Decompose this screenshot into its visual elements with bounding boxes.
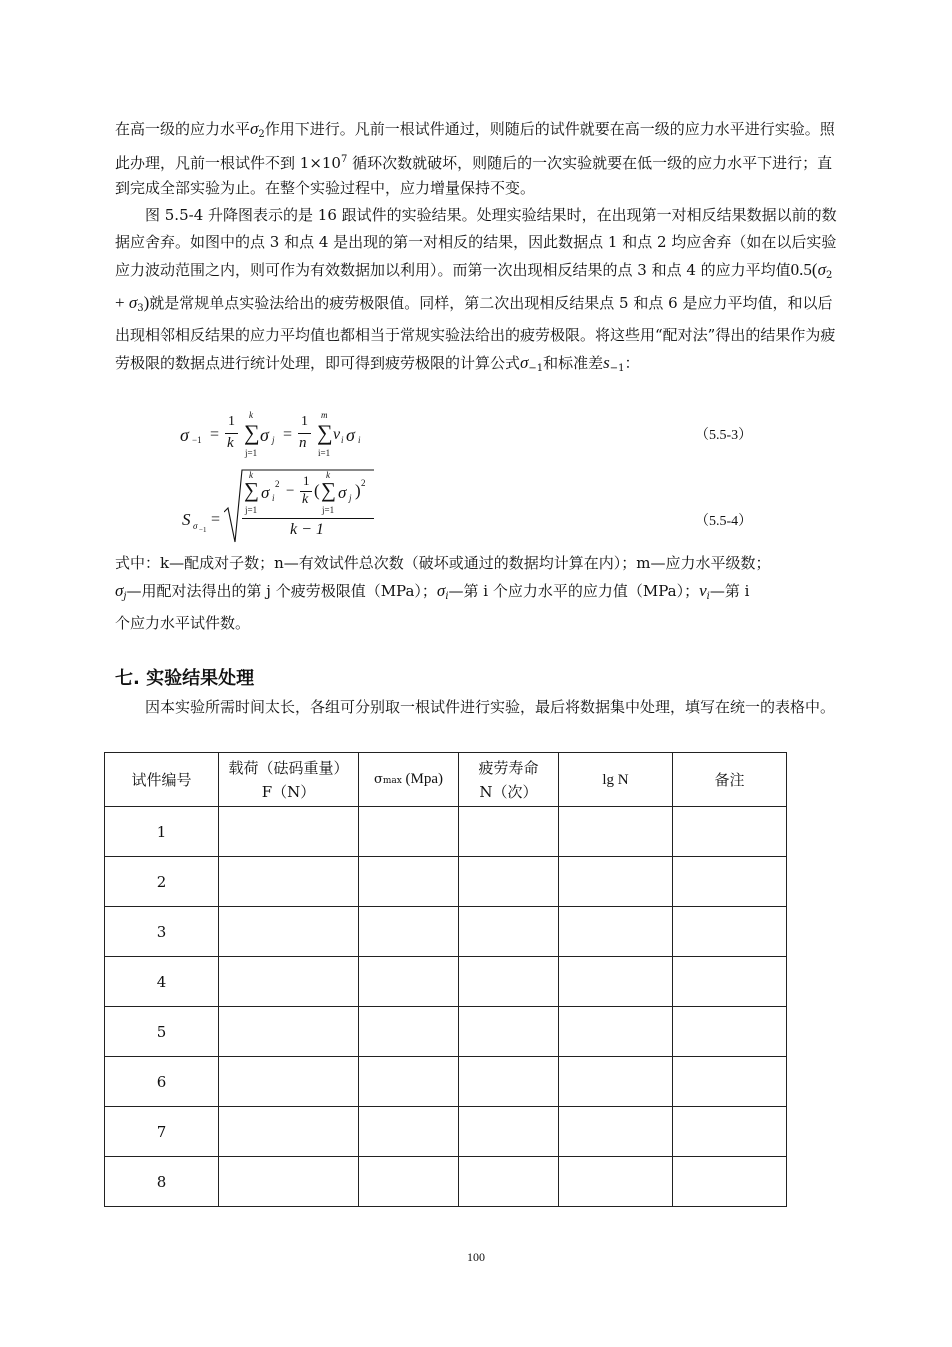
- sigma-symbol: σ: [128, 293, 138, 312]
- sigma-symbol: σ: [346, 425, 355, 445]
- specimen-number-cell: 1: [105, 807, 219, 857]
- section-heading: 七. 实验结果处理: [115, 668, 255, 689]
- table-cell[interactable]: [459, 1107, 559, 1157]
- table-cell[interactable]: [219, 1007, 359, 1057]
- header-unit: (Mpa): [401, 771, 444, 787]
- header-load-line1: 载荷（砝码重量）: [228, 758, 349, 777]
- sigma-symbol: σ: [250, 119, 259, 138]
- table-cell[interactable]: [359, 1107, 459, 1157]
- numerator: 1: [228, 414, 235, 429]
- paragraph-continued: [115, 116, 840, 201]
- text-run: —第 i 个应力水平的应力值（MPa）；: [448, 582, 700, 600]
- table-cell[interactable]: [359, 957, 459, 1007]
- table-cell[interactable]: [673, 857, 787, 907]
- sigma-symbol: σ: [261, 483, 270, 502]
- s-symbol: S: [182, 510, 191, 529]
- v-symbol: v: [699, 581, 707, 600]
- table-cell[interactable]: [559, 1107, 673, 1157]
- header-sigma-max: [359, 753, 459, 807]
- header-fatigue-life: [459, 753, 559, 807]
- equation-standard-deviation: [180, 466, 480, 546]
- sigma-symbol: σ: [520, 353, 529, 372]
- table-cell[interactable]: [559, 1007, 673, 1057]
- specimen-number-cell: 7: [105, 1107, 219, 1157]
- table-cell[interactable]: [559, 957, 673, 1007]
- specimen-number-cell: 4: [105, 957, 219, 1007]
- text-run: 个应力水平试件数。: [115, 614, 251, 632]
- sigma-symbol: σ: [115, 581, 124, 600]
- table-cell[interactable]: [673, 807, 787, 857]
- subscript: j: [123, 591, 127, 602]
- denominator: k: [302, 492, 309, 507]
- table-row: [105, 1157, 787, 1207]
- table-cell[interactable]: [459, 1007, 559, 1057]
- subscript: i: [445, 591, 449, 602]
- header-load-line2: F（N）: [261, 782, 316, 801]
- sigma-symbol: σ: [817, 260, 826, 279]
- table-cell[interactable]: [559, 807, 673, 857]
- table-cell[interactable]: [359, 907, 459, 957]
- text-run: 就是常规单点实验法给出的疲劳极限值。同样，第二次出现相反结果点 5 和点 6 是应力平均值，和以后出现相邻相反结果的应力平均值也都相当于常规实验法给出的疲劳极限。将这些用“配对法”得出的结果作为疲劳极限的数据点进行统计处理，即可得到疲劳极限的计算公式: [115, 294, 836, 372]
- table-cell[interactable]: [459, 907, 559, 957]
- table-cell[interactable]: [559, 1157, 673, 1207]
- fraction-bar: [242, 518, 374, 519]
- minus-sign: −: [286, 483, 295, 499]
- expression-part: 0.5(: [790, 260, 818, 279]
- variable-definitions: [115, 550, 840, 637]
- sigma-symbol: σ: [373, 772, 383, 787]
- s-symbol: s: [603, 353, 610, 372]
- table-cell[interactable]: [673, 1157, 787, 1207]
- superscript: 2: [275, 479, 280, 489]
- header-specimen-no: 试件编号: [105, 753, 219, 807]
- subscript: i: [272, 493, 275, 503]
- subscript: 3: [137, 303, 144, 314]
- table-cell[interactable]: [359, 857, 459, 907]
- subscript: 2: [258, 129, 265, 140]
- equation-number: （5.5-4）: [695, 514, 753, 529]
- sum-lower-limit: j=1: [245, 505, 258, 515]
- table-cell[interactable]: [219, 807, 359, 857]
- superscript: 2: [361, 478, 366, 488]
- subscript: 2: [825, 270, 833, 281]
- equals-sign: =: [283, 426, 293, 443]
- numerator: 1: [301, 414, 308, 429]
- paragraph-up-down-method: [115, 202, 840, 382]
- table-cell[interactable]: [219, 907, 359, 957]
- table-cell[interactable]: [559, 1057, 673, 1107]
- expression-part: ): [143, 293, 150, 312]
- parenthesis: (: [314, 481, 320, 500]
- sum-upper-limit: k: [249, 410, 253, 420]
- table-cell[interactable]: [219, 1107, 359, 1157]
- subscript: j: [349, 493, 352, 503]
- subscript: i: [706, 591, 710, 602]
- specimen-number-cell: 6: [105, 1057, 219, 1107]
- subscript: −1: [199, 526, 207, 534]
- table-cell[interactable]: [673, 1057, 787, 1107]
- plus-sign: +: [115, 293, 129, 312]
- subscript: max: [382, 776, 402, 786]
- header-remarks: 备注: [673, 753, 787, 807]
- header-life-line2: N（次）: [479, 782, 538, 801]
- text-run: —用配对法得出的第 j 个疲劳极限值（MPa）；: [126, 582, 437, 600]
- specimen-number-cell: 5: [105, 1007, 219, 1057]
- header-life-line1: 疲劳寿命: [478, 758, 539, 777]
- equation-mean-fatigue-limit: [180, 412, 480, 462]
- results-table: [104, 752, 787, 1207]
- subscript: −1: [609, 363, 625, 374]
- table-cell[interactable]: [219, 857, 359, 907]
- table-cell[interactable]: [219, 957, 359, 1007]
- text-run: ：: [624, 354, 640, 372]
- table-cell[interactable]: [219, 1057, 359, 1107]
- v-symbol: v: [333, 426, 341, 443]
- table-cell[interactable]: [673, 907, 787, 957]
- table-row: [105, 907, 787, 957]
- table-cell[interactable]: [459, 957, 559, 1007]
- text-run: 和标准差: [543, 354, 604, 372]
- table-cell[interactable]: [673, 1107, 787, 1157]
- table-row: [105, 1107, 787, 1157]
- subscript: −1: [528, 363, 544, 374]
- sum-lower-limit: j=1: [245, 448, 258, 458]
- sum-lower-limit: j=1: [322, 505, 335, 515]
- sum-symbol: ∑: [244, 420, 260, 445]
- table-cell[interactable]: [673, 957, 787, 1007]
- table-row: [105, 1007, 787, 1057]
- text-run: 作用下进行。凡前一根试件通过，则随后的试件就要在高一级的应力水平进行实验。照此办理，凡前一根试件不到 1×10: [115, 120, 835, 172]
- sigma-symbol: σ: [260, 425, 269, 445]
- sum-upper-limit: k: [326, 470, 330, 480]
- table-cell[interactable]: [219, 1157, 359, 1207]
- sum-upper-limit: k: [249, 470, 253, 480]
- subscript: i: [358, 435, 361, 445]
- table-cell[interactable]: [359, 1057, 459, 1107]
- sum-symbol: ∑: [317, 420, 333, 445]
- equals-sign: =: [211, 511, 221, 528]
- table-cell[interactable]: [459, 1157, 559, 1207]
- fraction-bar: [298, 433, 311, 434]
- sum-upper-limit: m: [321, 410, 328, 420]
- header-lgn: lg N: [559, 753, 673, 807]
- denominator: k: [227, 435, 234, 451]
- table-cell[interactable]: [459, 807, 559, 857]
- specimen-number-cell: 8: [105, 1157, 219, 1207]
- table-cell[interactable]: [459, 1057, 559, 1107]
- denominator: k − 1: [290, 521, 324, 538]
- page-number: 100: [467, 1250, 485, 1264]
- text-run: 式中：k—配成对子数；n—有效试件总次数（破坏或通过的数据均计算在内）；m—应力水平级数；: [115, 554, 771, 572]
- sum-symbol: ∑: [321, 478, 336, 502]
- subscript: σ: [193, 521, 198, 531]
- text-run: 图 5.5-4 升降图表示的是 16 跟试件的实验结果。处理实验结果时，在出现第一对相反结果数据以前的数据应舍弃。如图中的点 3 和点 4 是出现的第一对相反的结果，因此数据点 1 和点 2 均应舍弃（如在以后实验应力波动范围之内，则可作为有效数据加以利用）。而第一次出现相反结果的点 3 和点 4 的应力平均值: [115, 206, 837, 279]
- text-run: —第 i: [709, 582, 750, 600]
- equals-sign: =: [210, 426, 220, 443]
- text-run: 循环次数就破坏，则随后的一次实验就要在低一级的应力水平下进行；直到完成全部实验为止。在整个实验过程中，应力增量保持不变。: [115, 154, 833, 197]
- table-row: [105, 957, 787, 1007]
- table-cell[interactable]: [673, 1007, 787, 1057]
- denominator: n: [299, 435, 307, 451]
- sigma-symbol: σ: [436, 581, 446, 600]
- specimen-number-cell: 3: [105, 907, 219, 957]
- superscript: 7: [340, 154, 348, 165]
- sum-lower-limit: i=1: [318, 448, 331, 458]
- sum-symbol: ∑: [244, 478, 259, 502]
- subscript: j: [272, 435, 275, 445]
- table-row: [105, 857, 787, 907]
- table-row: [105, 807, 787, 857]
- specimen-number-cell: 2: [105, 857, 219, 907]
- table-cell[interactable]: [359, 1007, 459, 1057]
- table-cell[interactable]: [359, 1157, 459, 1207]
- table-header-row: [105, 753, 787, 807]
- table-cell[interactable]: [559, 907, 673, 957]
- subscript: −1: [192, 435, 202, 445]
- subscript: i: [341, 435, 344, 445]
- fraction-bar: [225, 433, 238, 434]
- sigma-symbol: σ: [338, 483, 347, 502]
- numerator: 1: [303, 473, 310, 488]
- text-run: 在高一级的应力水平: [115, 120, 251, 138]
- table-cell[interactable]: [359, 807, 459, 857]
- sigma-symbol: σ: [180, 425, 189, 445]
- header-load: [219, 753, 359, 807]
- table-cell[interactable]: [559, 857, 673, 907]
- section-paragraph: 因本实验所需时间太长，各组可分别取一根试件进行实验，最后将数据集中处理，填写在统一的表格中。: [145, 698, 836, 716]
- parenthesis: ): [355, 481, 361, 500]
- equation-number: （5.5-3）: [695, 428, 753, 443]
- table-cell[interactable]: [459, 857, 559, 907]
- table-row: [105, 1057, 787, 1107]
